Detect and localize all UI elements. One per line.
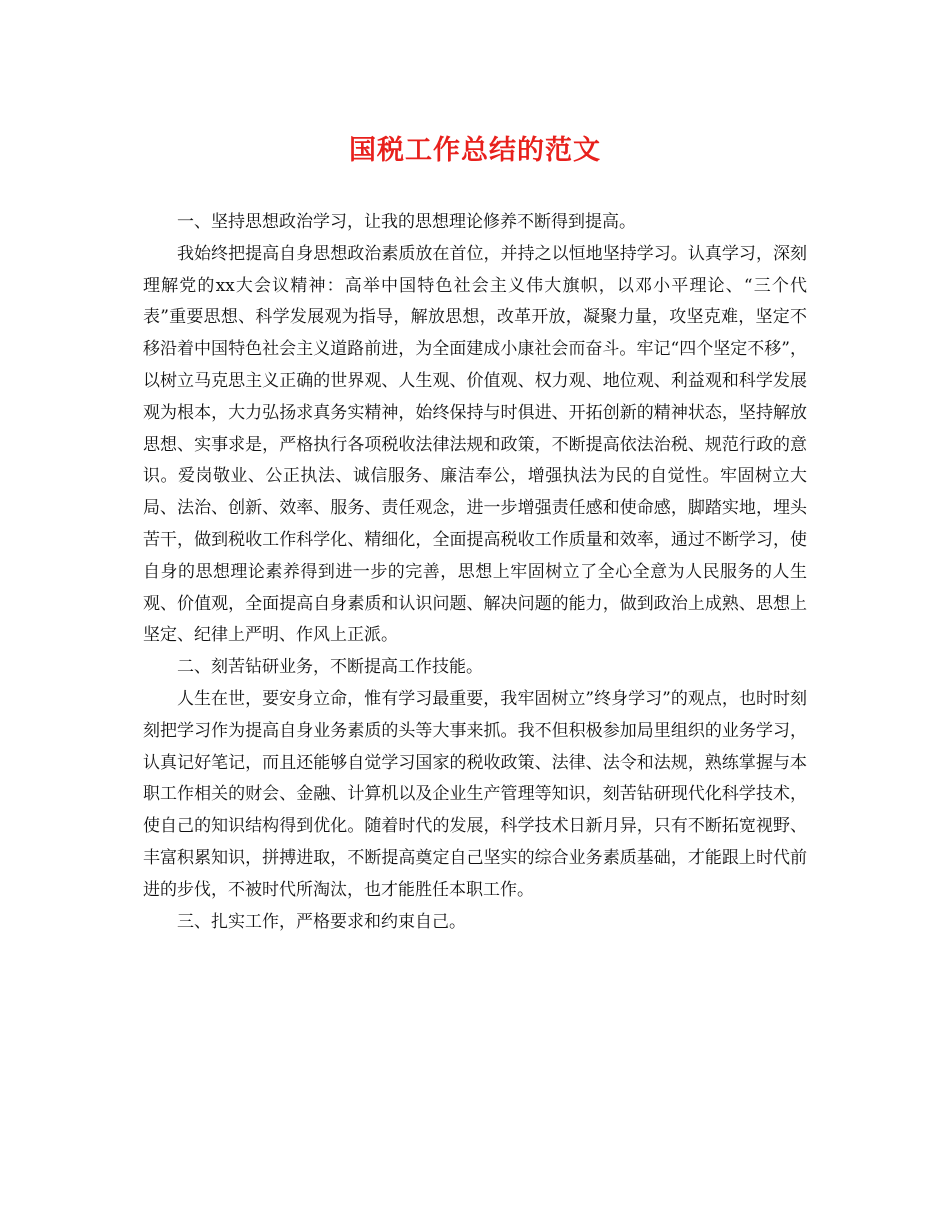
body-paragraph-1: 我始终把提高自身思想政治素质放在首位，并持之以恒地坚持学习。认真学习，深刻理解党的xx大会议精神：高举中国特色社会主义伟大旗帜，以邓小平理论、“三个代表”重要思想、科学发展观为指导，解放思想，改革开放，凝聚力量，攻坚克难，坚定不移沿着中国特色社会主义道路前进，为全面建成小康社会而奋斗。牢记“四个坚定不移”，以树立马克思主义正确的世界观、人生观、价值观、权力观、地位观、利益观和科学发展观为根本，大力弘扬求真务实精神，始终保持与时俱进、开拓创新的精神状态，坚持解放思想、实事求是，严格执行各项税收法律法规和政策，不断提高依法治税、规范行政的意识。爱岗敬业、公正执法、诚信服务、廉洁奉公，增强执法为民的自觉性。牢固树立大局、法治、创新、效率、服务、责任观念，进一步增强责任感和使命感，脚踏实地，埋头苦干，做到税收工作科学化、精细化，全面提高税收工作质量和效率，通过不断学习，使自身的思想理论素养得到进一步的完善，思想上牢固树立了全心全意为人民服务的人生观、价值观，全面提高自身素质和认识问题、解决问题的能力，做到政治上成熟、思想上坚定、纪律上严明、作风上正派。 (143, 243, 807, 646)
section-heading-1: 一、坚持思想政治学习，让我的思想理论修养不断得到提高。 (177, 212, 636, 232)
section-heading-2: 二、刻苦钻研业务，不断提高工作技能。 (177, 657, 483, 678)
document-title: 国税工作总结的范文 (349, 135, 601, 166)
body-paragraph-2: 人生在世，要安身立命，惟有学习最重要，我牢固树立”终身学习”的观点，也时时刻刻把学习作为提高自身业务素质的头等大事来抓。我不但积极参加局里组织的业务学习，认真记好笔记，而且还能够自觉学习国家的税收政策、法律、法令和法规，熟练掌握与本职工作相关的财会、金融、计算机以及企业生产管理等知识，刻苦钻研现代化科学技术，使自己的知识结构得到优化。随着时代的发展，科学技术日新月异，只有不断拓宽视野、丰富积累知识，拼搏进取，不断提高奠定自己坚实的综合业务素质基础，才能跟上时代前进的步伐，不被时代所淘汰，也才能胜任本职工作。 (143, 688, 807, 900)
document-body (143, 207, 807, 938)
section-heading-3: 三、扎实工作，严格要求和约束自己。 (177, 911, 466, 932)
